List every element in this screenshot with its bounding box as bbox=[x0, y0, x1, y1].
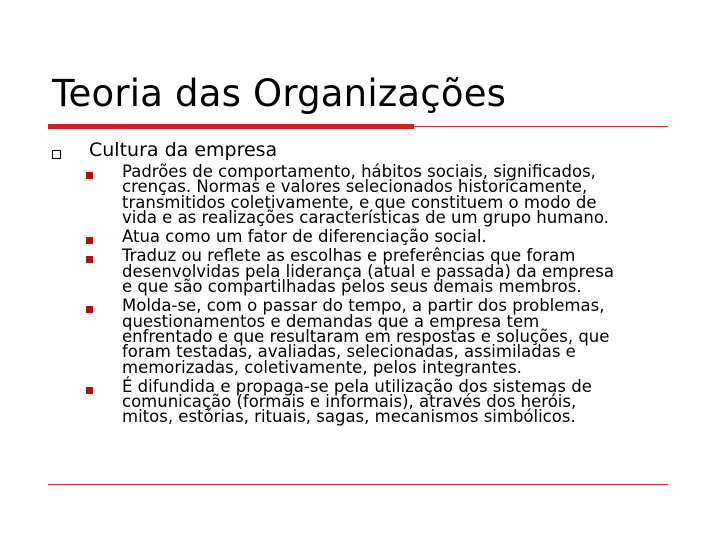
list-item-line: mitos, estórias, rituais, sagas, mecanismos simbólicos. bbox=[122, 407, 576, 427]
list-item bbox=[86, 246, 676, 297]
list-item bbox=[86, 227, 676, 247]
list-item-line: Traduz ou reflete as escolhas e preferências que foram bbox=[122, 246, 576, 266]
title-underline-line bbox=[414, 126, 668, 127]
title-underline bbox=[48, 124, 668, 129]
list-item-line: questionamentos e demandas que a empresa tem bbox=[122, 311, 540, 331]
square-bullet-icon bbox=[86, 387, 93, 394]
square-bullet-icon bbox=[86, 172, 93, 179]
bullet-list bbox=[86, 164, 676, 429]
title-underline-accent bbox=[48, 124, 414, 129]
square-bullet-icon bbox=[86, 256, 93, 263]
list-item-line: Atua como um fator de diferenciação social. bbox=[122, 227, 487, 247]
list-item-line: desenvolvidas pela liderança (atual e passada) da empresa bbox=[122, 261, 614, 281]
list-item-line: foram testadas, avaliadas, selecionadas, assimiladas e bbox=[122, 342, 576, 362]
list-item bbox=[86, 296, 676, 377]
list-item-line: Molda-se, com o passar do tempo, a partir dos problemas, bbox=[122, 296, 605, 316]
list-item-line: vida e as realizações características de um grupo humano. bbox=[122, 207, 609, 227]
list-item-line: crenças. Normas e valores selecionados historicamente, bbox=[122, 177, 588, 197]
slide-title: Teoria das Organizações bbox=[52, 72, 507, 115]
section-heading: Cultura da empresa bbox=[89, 139, 278, 161]
square-bullet-icon bbox=[86, 306, 93, 313]
hollow-square-bullet-icon bbox=[52, 150, 61, 159]
footer-divider bbox=[48, 484, 668, 485]
list-item-line: enfrentado e que resultaram em respostas e soluções, que bbox=[122, 326, 610, 346]
list-item-line: e que são compartilhadas pelos seus demais membros. bbox=[122, 277, 582, 297]
list-item bbox=[86, 376, 676, 427]
list-item bbox=[86, 164, 676, 225]
list-item-line: Padrões de comportamento, hábitos sociais, significados, bbox=[122, 162, 596, 181]
list-item-line: É difundida e propaga-se pela utilização dos sistemas de bbox=[122, 376, 592, 396]
square-bullet-icon bbox=[86, 237, 93, 244]
list-item-line: memorizadas, coletivamente, pelos integrantes. bbox=[122, 357, 522, 377]
list-item-line: comunicação (formais e informais), através dos heróis, bbox=[122, 392, 577, 412]
list-item-line: transmitidos coletivamente, e que constituem o modo de bbox=[122, 192, 597, 212]
